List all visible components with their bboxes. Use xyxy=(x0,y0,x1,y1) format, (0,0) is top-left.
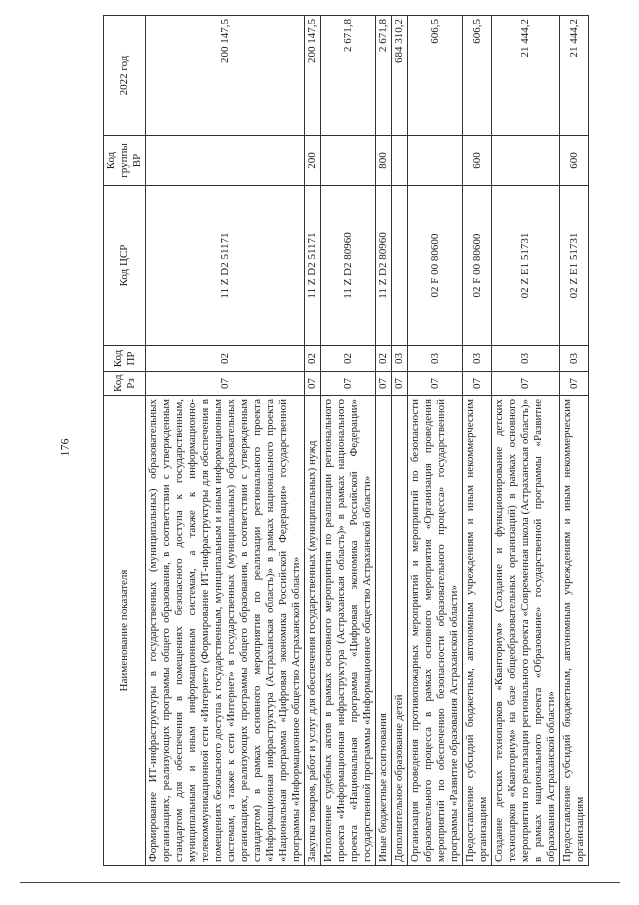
row-rz: 07 xyxy=(305,372,321,396)
row-pr: 03 xyxy=(408,346,463,372)
row-name: Закупка товаров, работ и услуг для обеспечения государственных (муниципальных) нужд xyxy=(305,396,321,866)
row-pr: 03 xyxy=(492,346,560,372)
row-name: Исполнение судебных актов в рамках основного мероприятия по реализации регионального проекта «Информационная инфраструктура (Астраханская область)» в рамках национального проекта «Национальная программа «Цифровая экономика Российской Федерации» государственной программы «Информационное общество Астраханской области» xyxy=(321,396,376,866)
table-header-row xyxy=(104,16,146,866)
header-pr: Код ПР xyxy=(104,346,146,372)
row-amount: 21 444,2 xyxy=(560,16,589,136)
row-rz: 07 xyxy=(463,372,492,396)
row-csr: 02 F 00 80600 xyxy=(408,186,463,346)
row-name: Иные бюджетные ассигнования xyxy=(376,396,392,866)
row-amount: 684 310,2 xyxy=(392,16,408,136)
row-amount: 2 671,8 xyxy=(321,16,376,136)
row-amount: 606,5 xyxy=(463,16,492,136)
row-rz: 07 xyxy=(376,372,392,396)
row-name: Дополнительное образование детей xyxy=(392,396,408,866)
table-row xyxy=(408,16,463,866)
row-vr: 600 xyxy=(560,136,589,186)
row-csr: 11 Z D2 80960 xyxy=(321,186,376,346)
row-vr xyxy=(321,136,376,186)
row-pr: 02 xyxy=(321,346,376,372)
row-vr xyxy=(408,136,463,186)
row-csr: 02 Z E1 51731 xyxy=(560,186,589,346)
row-pr: 03 xyxy=(392,346,408,372)
row-rz: 07 xyxy=(408,372,463,396)
row-pr: 02 xyxy=(376,346,392,372)
row-rz: 07 xyxy=(492,372,560,396)
table-row xyxy=(305,16,321,866)
header-csr: Код ЦСР xyxy=(104,186,146,346)
page-bottom-divider xyxy=(20,882,620,883)
row-name: Предоставление субсидий бюджетным, автономным учреждениям и иным некоммерческим организациям xyxy=(560,396,589,866)
row-vr: 600 xyxy=(463,136,492,186)
row-name: Формирование ИТ-инфраструктуры в государственных (муниципальных) образовательных организациях, реализующих программы общего образования, в соответствии с утвержденным стандартом для обеспечения в помещениях безопасного доступа к государственным, муниципальным и иным информационным системам, а также к информационно-телекоммуникационной сети «Интернет» (Формирование ИТ-инфраструктуры для обеспечения в помещениях безопасного доступа к государственным, муниципальным и иным информационным системам, а также к сети «Интернет» в государственных (муниципальных) образовательных организациях, реализующих программы общего образования, в соответствии с утвержденным стандартом) в рамках основного мероприятия по реализации регионального проекта «Информационная инфраструктура (Астраханская область)» в рамках национального проекта «Национальная программа «Цифровая экономика Российской Федерации» государственной программы «Информационное общество Астраханской области» xyxy=(146,396,305,866)
row-vr xyxy=(492,136,560,186)
row-amount: 21 444,2 xyxy=(492,16,560,136)
table-row xyxy=(560,16,589,866)
row-csr xyxy=(392,186,408,346)
table-row xyxy=(392,16,408,866)
row-rz: 07 xyxy=(146,372,305,396)
row-pr: 03 xyxy=(463,346,492,372)
table-row xyxy=(146,16,305,866)
page-number: 176 xyxy=(57,438,72,457)
rotated-document-page xyxy=(103,16,603,866)
row-name: Организация проведения противопожарных мероприятий и мероприятий по безопасности образовательного процесса в рамках основного мероприятия «Организация проведения мероприятий по обеспечению безопасности образовательного процесса» государственной программы «Развитие образования Астраханской области» xyxy=(408,396,463,866)
row-csr: 11 Z D2 51171 xyxy=(146,186,305,346)
row-rz: 07 xyxy=(321,372,376,396)
row-amount: 2 671,8 xyxy=(376,16,392,136)
row-amount: 200 147,5 xyxy=(146,16,305,136)
row-vr xyxy=(146,136,305,186)
header-year: 2022 год xyxy=(104,16,146,136)
header-name: Наименование показателя xyxy=(104,396,146,866)
row-vr xyxy=(392,136,408,186)
row-pr: 02 xyxy=(146,346,305,372)
row-amount: 200 147,5 xyxy=(305,16,321,136)
table-row xyxy=(376,16,392,866)
row-pr: 02 xyxy=(305,346,321,372)
row-pr: 03 xyxy=(560,346,589,372)
table-row xyxy=(321,16,376,866)
row-rz: 07 xyxy=(392,372,408,396)
table-row xyxy=(463,16,492,866)
header-rz: Код Рз xyxy=(104,372,146,396)
row-rz: 07 xyxy=(560,372,589,396)
row-vr: 200 xyxy=(305,136,321,186)
budget-table xyxy=(103,15,589,866)
row-csr: 11 Z D2 80960 xyxy=(376,186,392,346)
row-name: Создание детских технопарков «Кванториум» (Создание и функционирование детских технопарков «Кванториум» на базе общеобразовательных организаций) в рамках основного мероприятия по реализации регионального проекта «Современная школа (Астраханская область)» в рамках национального проекта «Образование» государственной программы «Развитие образования Астраханской области» xyxy=(492,396,560,866)
row-amount: 606,5 xyxy=(408,16,463,136)
header-vr: Код группы ВР xyxy=(104,136,146,186)
row-csr: 02 Z E1 51731 xyxy=(492,186,560,346)
table-row xyxy=(492,16,560,866)
row-csr: 02 F 00 80600 xyxy=(463,186,492,346)
row-name: Предоставление субсидий бюджетным, автономным учреждениям и иным некоммерческим организациям xyxy=(463,396,492,866)
row-csr: 11 Z D2 51171 xyxy=(305,186,321,346)
row-vr: 800 xyxy=(376,136,392,186)
